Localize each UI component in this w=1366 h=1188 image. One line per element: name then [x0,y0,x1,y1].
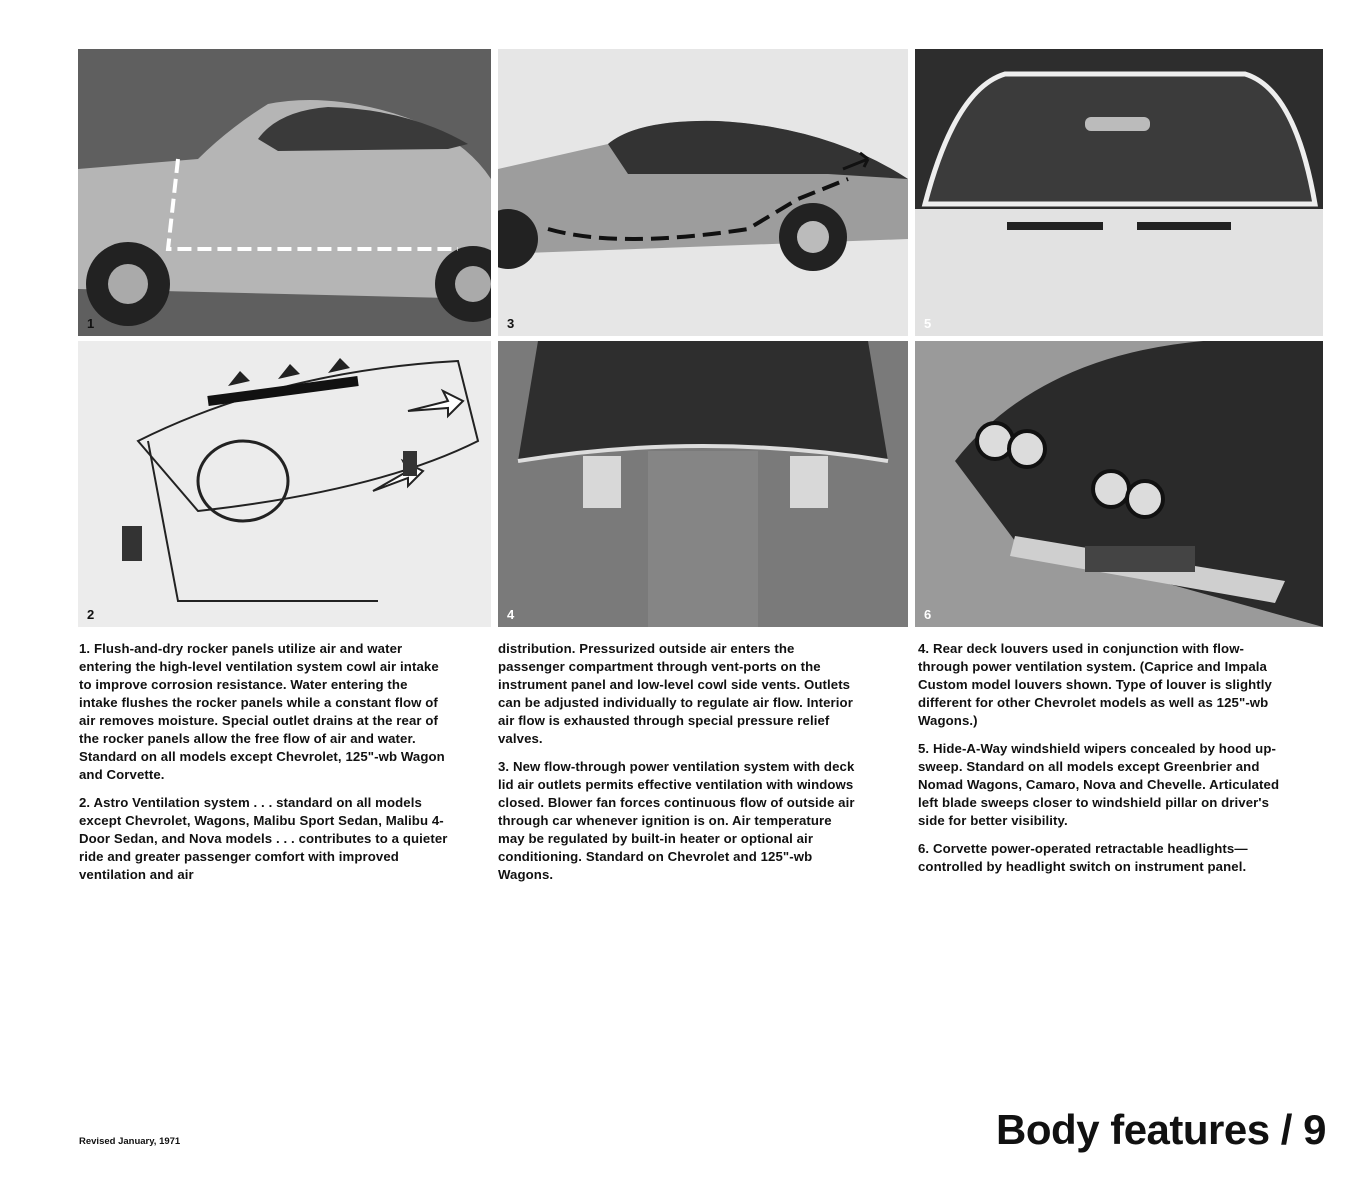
photo-number: 1 [87,316,95,331]
photo-number: 6 [924,607,932,622]
caption-1: 1. Flush-and-dry rocker panels utilize air and water entering the high-level ventilation system cowl air intake to improve corrosion resistance. Water entering the intake flushes the rocker panels while a constant flow of air removes moisture. Special outlet drains at the rear of the rocker panels allow the free flow of air and water. Standard on all models except Chevrolet, 125"-wb Wagon and Corvette. [79,641,445,782]
caption-column-1 [79,640,449,894]
photo-4-rear-deck-louvers [498,341,908,627]
revision-date: Revised January, 1971 [79,1136,181,1147]
caption-column-3 [918,640,1290,886]
caption-2: 2. Astro Ventilation system . . . standard on all models except Chevrolet, Wagons, Malibu Sport Sedan, Malibu 4-Door Sedan, and Nova models . . . contributes to a quieter ride and greater passenger comfort with improved ventilation and air [79,795,448,882]
photo-number: 2 [87,607,95,622]
caption-3: 3. New flow-through power ventilation system with deck lid air outlets permits effective ventilation with windows closed. Blower fan forces continuous flow of outside air through car whenever ignition is on. Air temperature may be regulated by built-in heater or optional air conditioning. Standard on Chevrolet and 125"-wb Wagons. [498,759,855,882]
caption-column-2 [498,640,860,894]
photo-number: 5 [924,316,932,331]
photo-3-airflow-side [498,49,908,336]
photo-2-dashboard-diagram [78,341,491,627]
caption-6: 6. Corvette power-operated retractable headlights—controlled by headlight switch on instrument panel. [918,841,1248,874]
photo-5-windshield-wipers [915,49,1323,336]
caption-5: 5. Hide-A-Way windshield wipers concealed by hood up-sweep. Standard on all models except Greenbrier and Nomad Wagons, Camaro, Nova and Chevelle. Articulated left blade sweeps closer to windshield pillar on driver's side for better visibility. [918,741,1280,828]
photo-number: 3 [507,316,515,331]
page-title: Body features / 9 [996,1106,1326,1153]
caption-4: 4. Rear deck louvers used in conjunction with flow-through power ventilation system. (Caprice and Impala Custom model louvers shown. Type of louver is slightly different for other Chevrolet models as well as 125"-wb Wagons.) [918,641,1272,728]
photo-6-corvette-headlights [915,341,1323,627]
caption-2-continued: distribution. Pressurized outside air enters the passenger compartment through vent-ports on the instrument panel and low-level cowl side vents. Outlets can be adjusted individually to regulate air flow. Interior air flow is exhausted through special pressure relief valves. [498,641,853,746]
photo-number: 4 [507,607,515,622]
photo-1-rocker-panel [78,49,491,336]
